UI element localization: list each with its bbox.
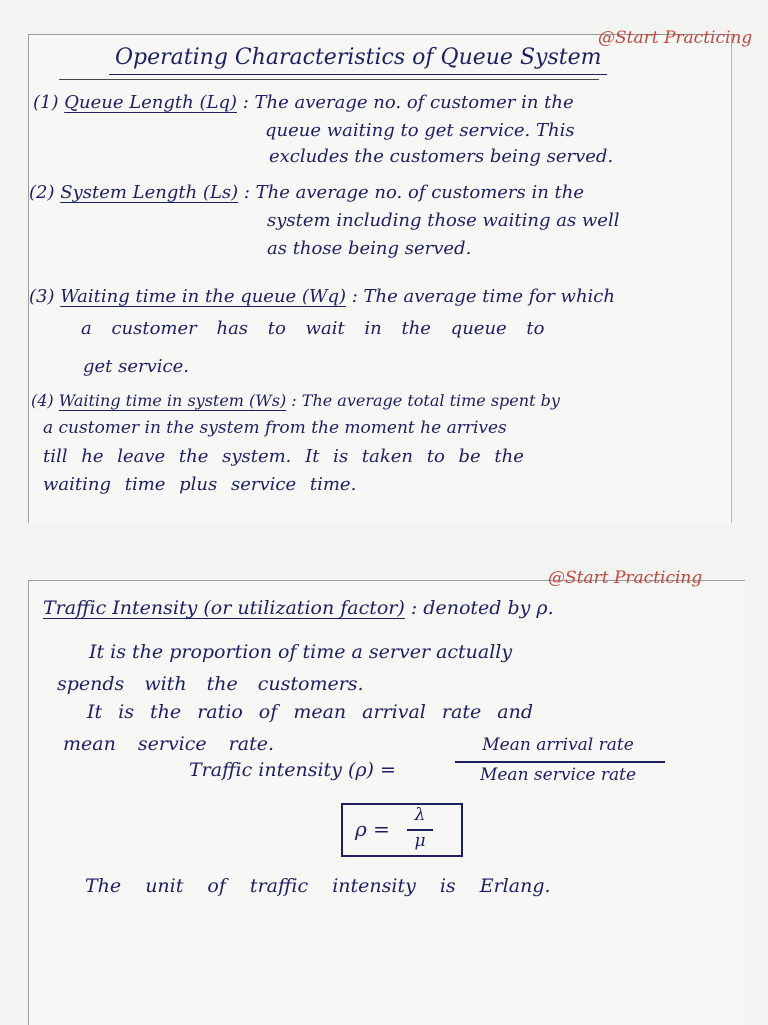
watermark-1: @Start Practicing	[598, 28, 753, 48]
section-title: Operating Characteristics of Queue System	[109, 45, 607, 75]
item-term: Queue Length (Lq)	[64, 92, 237, 113]
formula-fraction-bar	[455, 761, 665, 763]
note-page-2	[28, 580, 745, 1025]
traffic-intensity-heading	[43, 595, 554, 622]
item-text-line: a customer has to wait in the queue to	[81, 318, 545, 339]
boxed-numerator: λ	[414, 805, 426, 825]
traffic-intensity-denoted: : denoted by ρ.	[410, 597, 554, 619]
item-waiting-time-queue	[29, 283, 615, 310]
item-system-length	[29, 179, 584, 206]
item-queue-length	[33, 89, 574, 116]
item-text-line: waiting time plus service time.	[43, 474, 357, 495]
boxed-denominator: μ	[414, 831, 426, 851]
formula-numerator: Mean arrival rate	[482, 735, 634, 755]
definition-line: spends with the customers.	[57, 673, 364, 695]
item-number: (4)	[31, 391, 54, 410]
item-term: System Length (Ls)	[60, 182, 239, 203]
traffic-intensity-term: Traffic Intensity (or utilization factor)	[43, 597, 405, 619]
definition-line: It is the ratio of mean arrival rate and	[87, 701, 533, 723]
formula-lhs: Traffic intensity (ρ) =	[189, 759, 396, 781]
boxed-formula	[341, 803, 463, 857]
title-rule	[59, 79, 599, 80]
item-number: (3)	[29, 286, 55, 307]
item-number: (1)	[33, 92, 59, 113]
item-term: Waiting time in the queue (Wq)	[60, 286, 346, 307]
item-text-line: system including those waiting as well	[267, 210, 620, 231]
definition-line: mean service rate.	[63, 733, 275, 755]
definition-line: It is the proportion of time a server actually	[89, 641, 513, 663]
note-page-1	[28, 34, 732, 523]
item-number: (2)	[29, 182, 55, 203]
item-text-line: queue waiting to get service. This	[265, 120, 575, 141]
item-term: Waiting time in system (Ws)	[58, 391, 287, 410]
unit-line: The unit of traffic intensity is Erlang.	[85, 875, 551, 897]
item-text-line: excludes the customers being served.	[269, 146, 614, 167]
formula-denominator: Mean service rate	[479, 765, 637, 785]
item-text: : The average no. of customers in the	[243, 182, 585, 203]
item-text-line: till he leave the system. It is taken to be the	[43, 446, 524, 467]
item-waiting-time-system	[31, 387, 560, 414]
watermark-2: @Start Practicing	[548, 568, 703, 588]
item-text-line: get service.	[83, 356, 190, 377]
item-text-line: as those being served.	[267, 238, 472, 259]
item-text-line: a customer in the system from the moment he arrives	[43, 418, 507, 438]
item-text: : The average no. of customer in the	[242, 92, 574, 113]
boxed-lhs: ρ =	[355, 817, 390, 841]
item-text: : The average total time spent by	[291, 391, 560, 410]
item-text: : The average time for which	[351, 286, 615, 307]
